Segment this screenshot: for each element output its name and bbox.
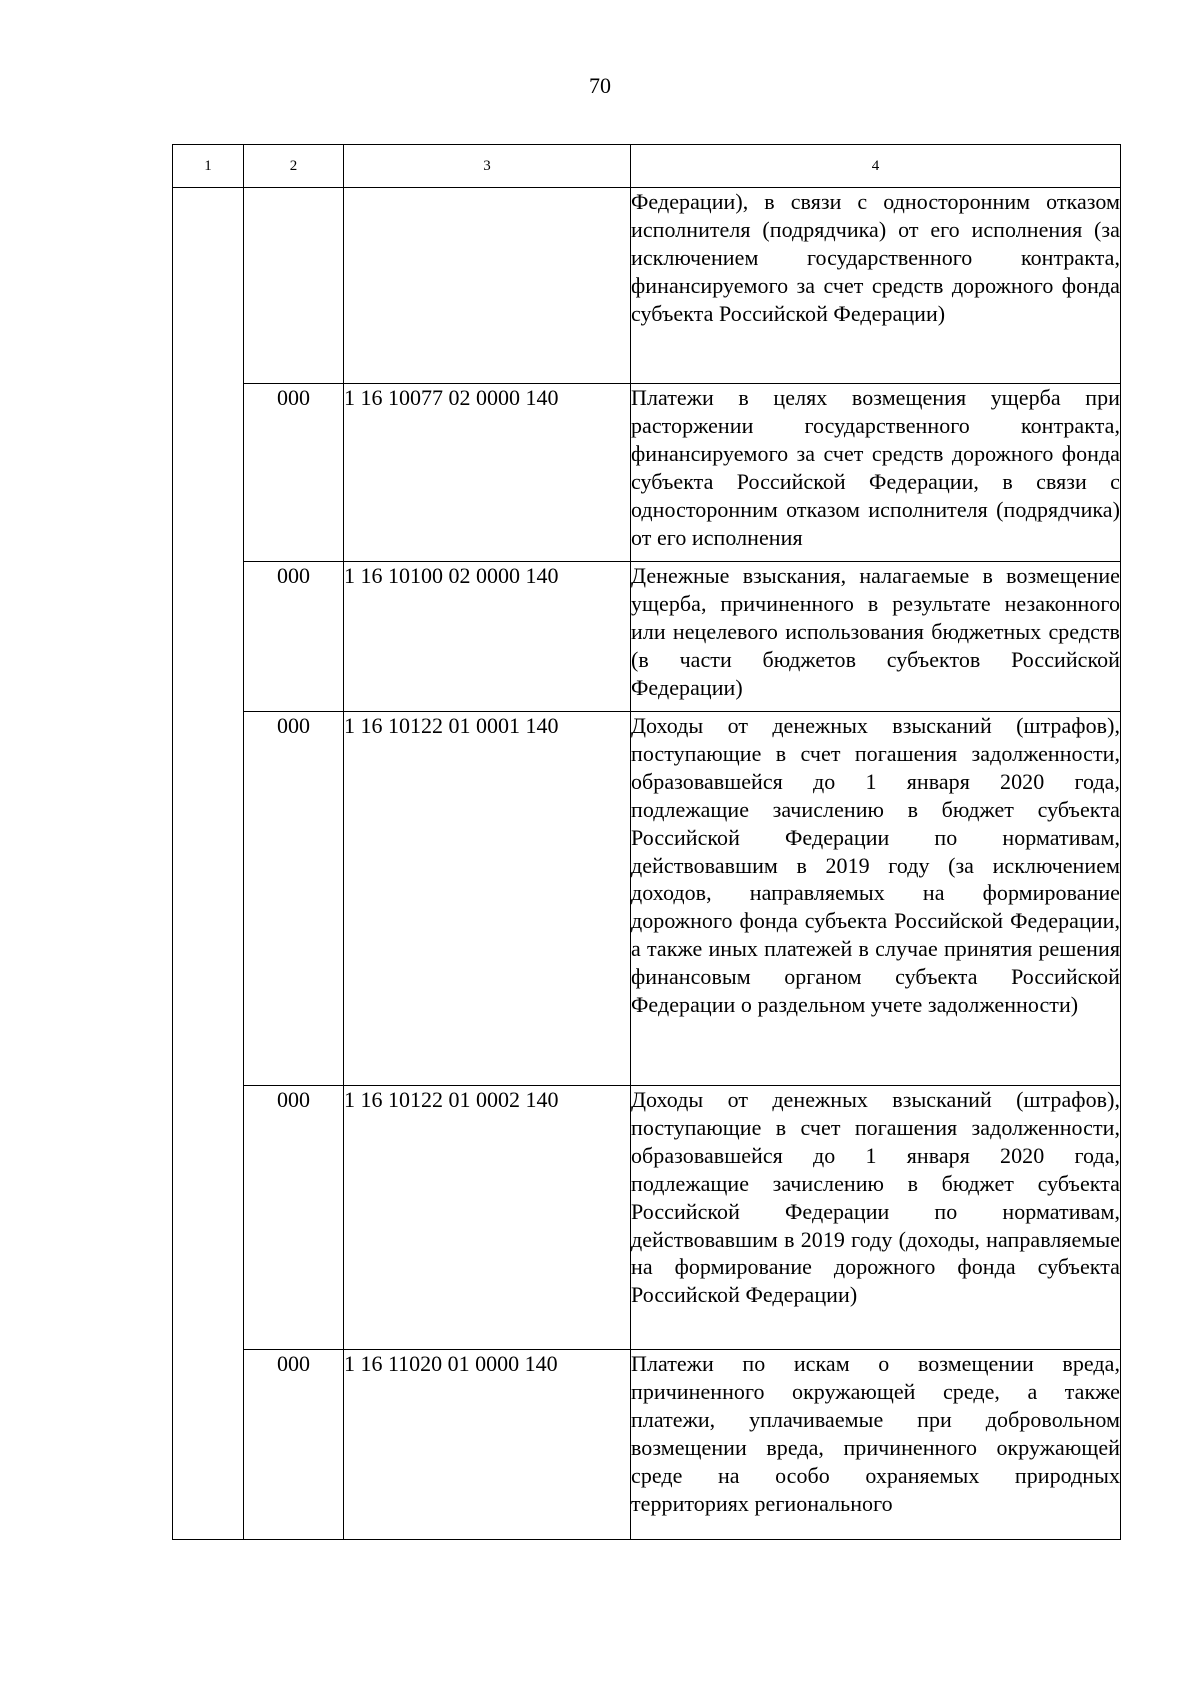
table-row xyxy=(173,1350,1121,1540)
budget-code-cell: 1 16 10077 02 0000 140 xyxy=(344,384,631,562)
row-number-cell xyxy=(173,188,244,1540)
budget-code-cell: 1 16 10100 02 0000 140 xyxy=(344,562,631,712)
column-header-1: 1 xyxy=(173,145,244,188)
column-header-3: 3 xyxy=(344,145,631,188)
description-cell: Федерации), в связи с односторонним отказом исполнителя (подрядчика) от его исполнения (за исключением государственного контракта, финансируемого за счет средств дорожного фонда субъекта Российской Федерации) xyxy=(631,188,1121,384)
budget-code-cell: 1 16 11020 01 0000 140 xyxy=(344,1350,631,1540)
admin-code-cell: 000 xyxy=(244,1086,344,1350)
table-row xyxy=(173,188,1121,384)
description-cell: Платежи в целях возмещения ущерба при расторжении государственного контракта, финансируемого за счет средств дорожного фонда субъекта Российской Федерации, в связи с односторонним отказом исполнителя (подрядчика) от его исполнения xyxy=(631,384,1121,562)
description-cell: Доходы от денежных взысканий (штрафов), поступающие в счет погашения задолженности, образовавшейся до 1 января 2020 года, подлежащие зачислению в бюджет субъекта Российской Федерации по нормативам, действовавшим в 2019 году (доходы, направляемые на формирование дорожного фонда субъекта Российской Федерации) xyxy=(631,1086,1121,1350)
description-cell: Платежи по искам о возмещении вреда, причиненного окружающей среде, а также платежи, уплачиваемые при добровольном возмещении вреда, причиненного окружающей среде на особо охраняемых природных территориях регионального xyxy=(631,1350,1121,1540)
admin-code-cell: 000 xyxy=(244,712,344,1086)
admin-code-cell: 000 xyxy=(244,1350,344,1540)
table-header-row xyxy=(173,145,1121,188)
column-header-4: 4 xyxy=(631,145,1121,188)
admin-code-cell: 000 xyxy=(244,562,344,712)
column-header-2: 2 xyxy=(244,145,344,188)
table-row xyxy=(173,384,1121,562)
table-row xyxy=(173,1086,1121,1350)
budget-code-cell xyxy=(344,188,631,384)
table-row xyxy=(173,712,1121,1086)
revenue-codes-table xyxy=(172,144,1121,1540)
page-number: 70 xyxy=(589,73,611,98)
budget-code-cell: 1 16 10122 01 0002 140 xyxy=(344,1086,631,1350)
admin-code-cell: 000 xyxy=(244,384,344,562)
budget-code-cell: 1 16 10122 01 0001 140 xyxy=(344,712,631,1086)
table-row xyxy=(173,562,1121,712)
description-cell: Денежные взыскания, налагаемые в возмещение ущерба, причиненного в результате незаконного или нецелевого использования бюджетных средств (в части бюджетов субъектов Российской Федерации) xyxy=(631,562,1121,712)
description-cell: Доходы от денежных взысканий (штрафов), поступающие в счет погашения задолженности, образовавшейся до 1 января 2020 года, подлежащие зачислению в бюджет субъекта Российской Федерации по нормативам, действовавшим в 2019 году (за исключением доходов, направляемых на формирование дорожного фонда субъекта Российской Федерации, а также иных платежей в случае принятия решения финансовым органом субъекта Российской Федерации о раздельном учете задолженности) xyxy=(631,712,1121,1086)
admin-code-cell xyxy=(244,188,344,384)
